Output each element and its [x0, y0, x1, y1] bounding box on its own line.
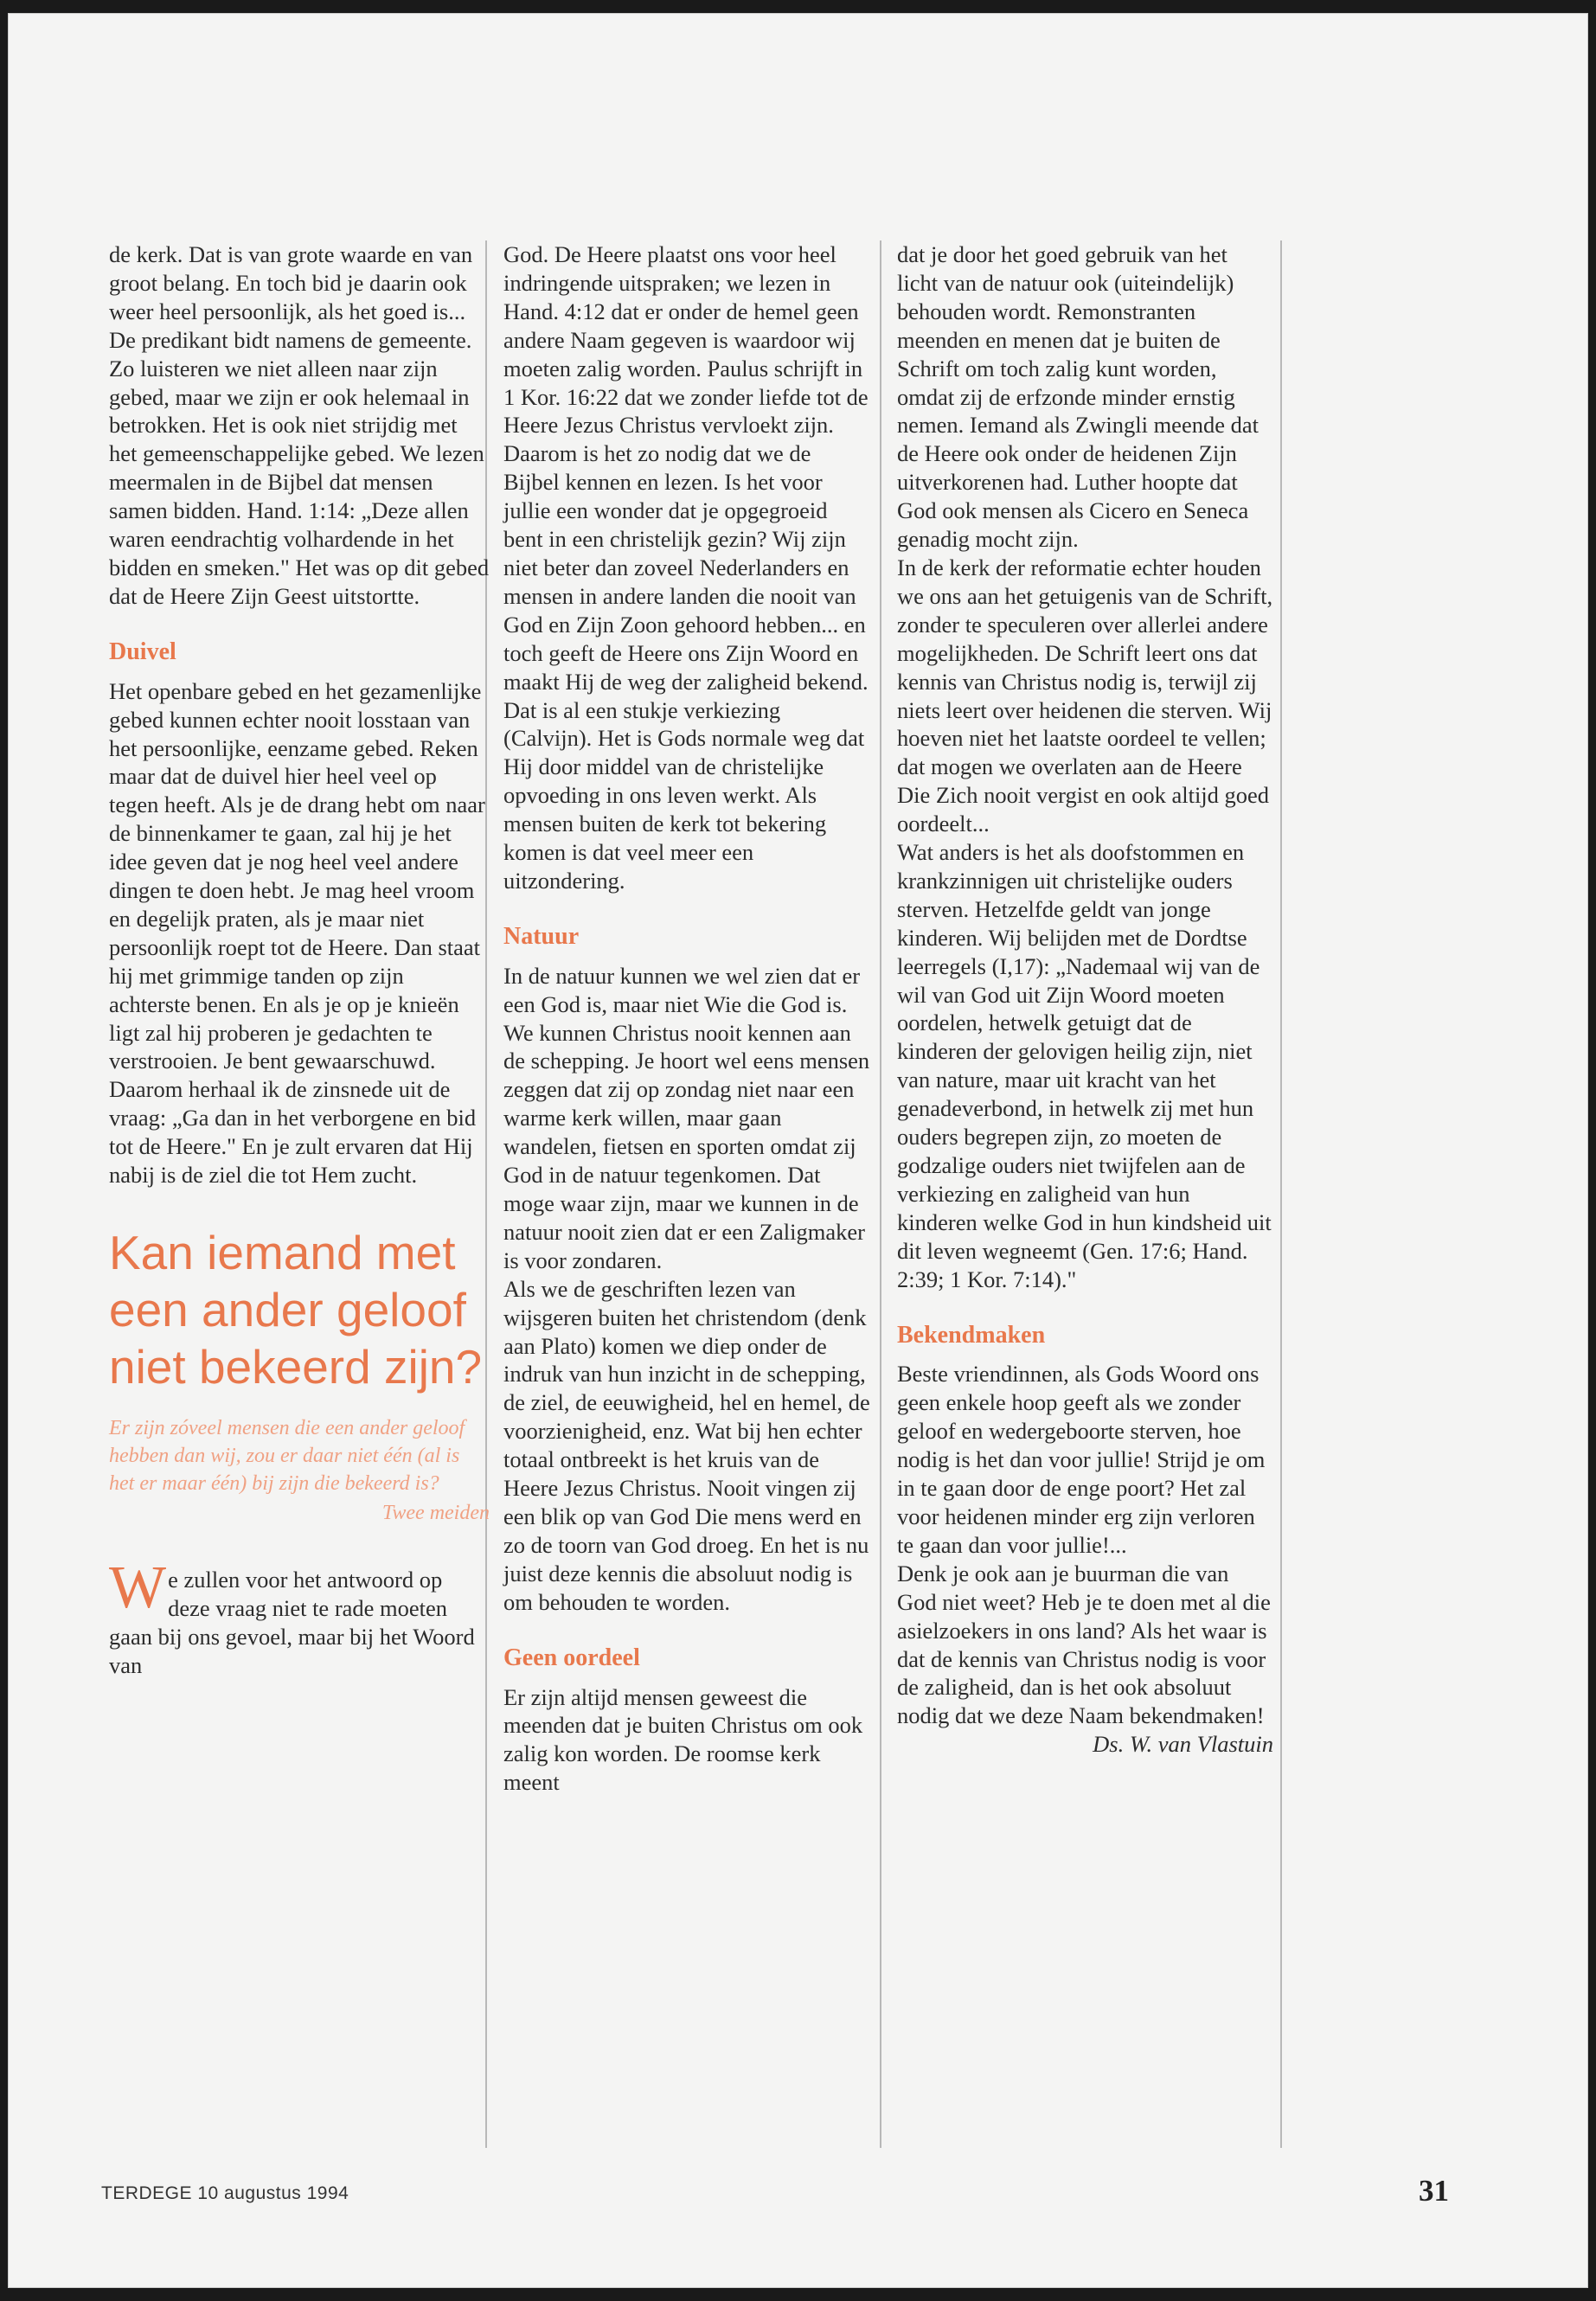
body-paragraph: In de natuur kunnen we wel zien dat er een God is, maar niet Wie die God is. We kunnen Christus nooit kennen aan de schepping. Je hoort wel eens mensen zeggen dat zij op zondag niet naar een warme kerk willen, maar gaan wandelen, fietsen en sporten omdat zij God in de natuur tegenkomen. Dat moge waar zijn, maar we kunnen in de natuur nooit zien dat er een Zaligmaker is voor zondaren.	[503, 962, 870, 1273]
answer-opening	[109, 1554, 490, 1680]
column-divider	[1280, 240, 1282, 2148]
publication-footer: TERDEGE 10 augustus 1994	[101, 2183, 349, 2203]
body-paragraph: Daarom herhaal ik de zinsnede uit de vraag: „Ga dan in het verborgene en bid tot de Heere." En je zult ervaren dat Hij nabij is de ziel die tot Hem zucht.	[109, 1076, 477, 1189]
body-paragraph: de kerk. Dat is van grote waarde en van groot belang. En toch bid je daarin ook weer heel persoonlijk, als het goed is... De predikant bidt namens de gemeente. Zo luisteren we niet alleen naar zijn gebed, maar we zijn er ook helemaal in betrokken. Het is ook niet strijdig met het gemeenschappelijke gebed. We lezen meermalen in de Bijbel dat mensen samen bidden. Hand. 1:14: „Deze allen waren eendrachtig volhardende in het bidden en smeken." Het was op dit gebed dat de Heere Zijn Geest uitstortte.	[109, 241, 490, 609]
body-paragraph: Daarom is het zo nodig dat we de Bijbel kennen en lezen. Is het voor jullie een wonder dat je opgegroeid bent in een christelijk gezin? Wij zijn niet beter dan zoveel Nederlanders en mensen in andere landen die nooit van God en Zijn Zoon gehoord hebben... en toch geeft de Heere ons Zijn Woord en maakt Hij de weg der zaligheid bekend. Dat is al een stukje verkiezing (Calvijn). Het is Gods normale weg dat Hij door middel van de christelijke opvoeding in ons leven werkt. Als mensen buiten de kerk tot bekering komen is dat veel meer een uitzondering.	[503, 440, 869, 894]
opening-text: e zullen voor het antwoord op deze vraag niet te rade moeten gaan bij ons gevoel, maar bij het Woord van	[109, 1566, 475, 1678]
subheading-duivel: Duivel	[109, 638, 176, 665]
magazine-page	[9, 14, 1587, 2287]
column-divider	[880, 240, 881, 2148]
reader-question: Er zijn zóveel mensen die een ander geloof hebben dan wij, zou er daar niet één (al is het er maar één) bij zijn die bekeerd is?	[109, 1417, 465, 1495]
body-paragraph: In de kerk der reformatie echter houden we ons aan het getuigenis van de Schrift, zonder te speculeren over allerlei andere mogelijkheden. De Schrift leert ons dat kennis van Christus nodig is, terwijl zij niets leert over heidenen die sterven. Wij hoeven niet het laatste oordeel te vellen; dat mogen we overlaten aan de Heere Die Zich nooit vergist en ook altijd goed oordeelt...	[897, 554, 1273, 837]
body-paragraph: Het openbare gebed en het gezamenlijke gebed kunnen echter nooit losstaan van het persoonlijke, eenzame gebed. Reken maar dat de duivel hier heel veel op tegen heeft. Als je de drang hebt om naar de binnenkamer te gaan, zal hij je het idee geven dat je nog heel veel andere dingen te doen hebt. Je mag heel vroom en degelijk praten, als je maar niet persoonlijk roept tot de Heere. Dan staat hij met grimmige tanden op zijn achterste benen. En als je op je knieën ligt zal hij proberen je gedachten te verstrooien. Je bent gewaarschuwd.	[109, 677, 485, 1074]
subheading-bekendmaken: Bekendmaken	[897, 1321, 1046, 1349]
column-1	[109, 240, 490, 1680]
article-headline: Kan iemand met een ander geloof niet bekeerd zijn?	[109, 1226, 483, 1394]
page-number: 31	[1419, 2174, 1449, 2208]
body-paragraph: Er zijn altijd mensen geweest die meenden dat je buiten Christus om ook zalig kon worden. De roomse kerk meent	[503, 1683, 863, 1796]
column-2	[503, 240, 872, 1797]
drop-cap: W	[109, 1554, 167, 1621]
subheading-geen-oordeel: Geen oordeel	[503, 1644, 640, 1671]
column-3	[897, 240, 1273, 1759]
question-signature: Twee meiden	[381, 1502, 490, 1524]
body-paragraph: Als we de geschriften lezen van wijsgeren buiten het christendom (denk aan Plato) komen we diep onder de indruk van hun inzicht in de schepping, de ziel, de eeuwigheid, hel en hemel, de voorzienigheid, enz. Wat bij hen echter totaal ontbreekt is het kruis van de Heere Jezus Christus. Nooit vingen zij een blik op van God Die mens werd en zo de toorn van God droeg. En het is nu juist deze kennis die absoluut nodig is om behouden te worden.	[503, 1275, 870, 1615]
body-paragraph: God. De Heere plaatst ons voor heel indringende uitspraken; we lezen in Hand. 4:12 dat er onder de hemel geen andere Naam gegeven is waardoor wij moeten zalig worden. Paulus schrijft in 1 Kor. 16:22 dat we zonder liefde tot de Heere Jezus Christus vervloekt zijn.	[503, 241, 869, 439]
author-signature: Ds. W. van Vlastuin	[1093, 1731, 1273, 1758]
subheading-natuur: Natuur	[503, 922, 580, 950]
body-paragraph: Denk je ook aan je buurman die van God niet weet? Heb je te doen met al die asielzoekers in ons land? Als het waar is dat de kennis van Christus nodig is voor de zaligheid, dan is het ook absoluut nodig dat we deze Naam bekendmaken!	[897, 1560, 1271, 1729]
body-paragraph: Wat anders is het als doofstommen en krankzinnigen uit christelijke ouders sterven. Hetzelfde geldt van jonge kinderen. Wij belijden met de Dordtse leerregels (I,17): „Nademaal wij van de wil van God uit Zijn Woord moeten oordelen, hetwelk getuigt dat de kinderen der gelovigen heilig zijn, niet van nature, maar uit kracht van het genadeverbond, in hetwelk zij met hun ouders begrepen zijn, zo moeten de godzalige ouders niet twijfelen aan de verkiezing en zaligheid van hun kinderen welke God in hun kindsheid uit dit leven wegneemt (Gen. 17:6; Hand. 2:39; 1 Kor. 7:14)."	[897, 839, 1272, 1292]
body-paragraph: dat je door het goed gebruik van het licht van de natuur ook (uiteindelijk) behouden wordt. Remonstranten meenden en menen dat je buiten de Schrift om toch zalig kunt worden, omdat zij de erfzonde minder ernstig nemen. Iemand als Zwingli meende dat de Heere ook onder de heidenen Zijn uitverkorenen had. Luther hoopte dat God ook mensen als Cicero en Seneca genadig mocht zijn.	[897, 241, 1259, 553]
body-paragraph: Beste vriendinnen, als Gods Woord ons geen enkele hoop geeft als we zonder geloof en wedergeboorte sterven, hoe nodig is het dan voor jullie! Strijd je om in te gaan door de enge poort? Het zal voor heidenen minder erg zijn verloren te gaan dan voor jullie!...	[897, 1361, 1266, 1558]
